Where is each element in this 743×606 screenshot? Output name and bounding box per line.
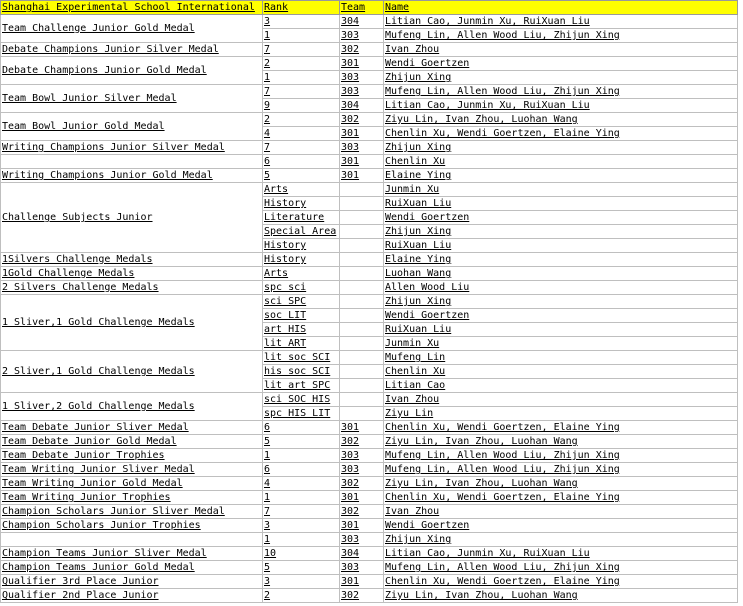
rank-cell[interactable]: 1 bbox=[263, 533, 340, 547]
rank-cell[interactable]: 2 bbox=[263, 589, 340, 603]
award-category-cell[interactable]: Champion Teams Junior Gold Medal bbox=[1, 561, 263, 575]
team-cell[interactable]: 302 bbox=[340, 505, 384, 519]
award-category-cell[interactable]: Champion Scholars Junior Sliver Medal bbox=[1, 505, 263, 519]
team-cell[interactable]: 302 bbox=[340, 113, 384, 127]
team-cell[interactable]: 302 bbox=[340, 589, 384, 603]
award-category-cell[interactable]: Qualifier 3rd Place Junior bbox=[1, 575, 263, 589]
rank-cell[interactable]: 7 bbox=[263, 141, 340, 155]
table-row bbox=[1, 15, 738, 29]
award-category-cell[interactable]: 2 Sliver,1 Gold Challenge Medals bbox=[1, 351, 263, 393]
award-category-cell[interactable]: Challenge Subjects Junior bbox=[1, 183, 263, 253]
name-cell[interactable]: Ivan Zhou bbox=[384, 505, 738, 519]
table-row bbox=[1, 281, 738, 295]
rank-cell[interactable]: 6 bbox=[263, 421, 340, 435]
table-row bbox=[1, 113, 738, 127]
table-row bbox=[1, 351, 738, 365]
team-cell[interactable] bbox=[340, 337, 384, 351]
team-cell[interactable] bbox=[340, 351, 384, 365]
table-row bbox=[1, 477, 738, 491]
team-cell[interactable] bbox=[340, 407, 384, 421]
header-rank[interactable]: Rank bbox=[263, 1, 340, 15]
rank-cell[interactable]: his soc SCI bbox=[263, 365, 340, 379]
table-row bbox=[1, 393, 738, 407]
rank-cell[interactable]: Arts bbox=[263, 267, 340, 281]
name-cell[interactable]: Allen Wood Liu bbox=[384, 281, 738, 295]
team-cell[interactable]: 302 bbox=[340, 435, 384, 449]
team-cell[interactable]: 303 bbox=[340, 449, 384, 463]
name-cell[interactable]: Litian Cao, Junmin Xu, RuiXuan Liu bbox=[384, 15, 738, 29]
rank-cell[interactable]: 1 bbox=[263, 491, 340, 505]
name-cell[interactable]: Junmin Xu bbox=[384, 183, 738, 197]
name-cell[interactable]: Luohan Wang bbox=[384, 267, 738, 281]
name-cell[interactable]: Mufeng Lin, Allen Wood Liu, Zhijun Xing bbox=[384, 449, 738, 463]
rank-cell[interactable]: 10 bbox=[263, 547, 340, 561]
team-cell[interactable]: 303 bbox=[340, 71, 384, 85]
name-cell[interactable]: Ziyu Lin, Ivan Zhou, Luohan Wang bbox=[384, 477, 738, 491]
rank-cell[interactable]: 1 bbox=[263, 71, 340, 85]
rank-cell[interactable]: lit soc SCI bbox=[263, 351, 340, 365]
rank-cell[interactable]: 7 bbox=[263, 43, 340, 57]
team-cell[interactable]: 301 bbox=[340, 127, 384, 141]
name-cell[interactable]: Chenlin Xu, Wendi Goertzen, Elaine Ying bbox=[384, 421, 738, 435]
table-row bbox=[1, 155, 738, 169]
table-row bbox=[1, 533, 738, 547]
name-cell[interactable]: Mufeng Lin, Allen Wood Liu, Zhijun Xing bbox=[384, 463, 738, 477]
team-cell[interactable] bbox=[340, 183, 384, 197]
team-cell[interactable] bbox=[340, 239, 384, 253]
rank-cell[interactable]: 7 bbox=[263, 505, 340, 519]
team-cell[interactable]: 304 bbox=[340, 15, 384, 29]
award-category-cell[interactable]: Team Bowl Junior Gold Medal bbox=[1, 113, 263, 141]
name-cell[interactable]: Wendi Goertzen bbox=[384, 309, 738, 323]
rank-cell[interactable]: History bbox=[263, 239, 340, 253]
table-row bbox=[1, 141, 738, 155]
team-cell[interactable]: 303 bbox=[340, 533, 384, 547]
award-category-cell[interactable]: Team Debate Junior Sliver Medal bbox=[1, 421, 263, 435]
name-cell[interactable]: Wendi Goertzen bbox=[384, 57, 738, 71]
rank-cell[interactable]: 6 bbox=[263, 155, 340, 169]
name-cell[interactable]: Ziyu Lin bbox=[384, 407, 738, 421]
team-cell[interactable] bbox=[340, 225, 384, 239]
table-row bbox=[1, 435, 738, 449]
rank-cell[interactable]: 1 bbox=[263, 29, 340, 43]
rank-cell[interactable]: History bbox=[263, 197, 340, 211]
award-category-cell[interactable]: 2 Silvers Challenge Medals bbox=[1, 281, 263, 295]
team-cell[interactable] bbox=[340, 267, 384, 281]
name-cell[interactable]: Ziyu Lin, Ivan Zhou, Luohan Wang bbox=[384, 435, 738, 449]
table-row bbox=[1, 183, 738, 197]
name-cell[interactable]: Chenlin Xu, Wendi Goertzen, Elaine Ying bbox=[384, 127, 738, 141]
award-category-cell[interactable]: Team Writing Junior Gold Medal bbox=[1, 477, 263, 491]
rank-cell[interactable]: Special Area bbox=[263, 225, 340, 239]
award-category-cell[interactable]: Team Bowl Junior Silver Medal bbox=[1, 85, 263, 113]
rank-cell[interactable]: 3 bbox=[263, 575, 340, 589]
team-cell[interactable] bbox=[340, 393, 384, 407]
team-cell[interactable]: 303 bbox=[340, 85, 384, 99]
name-cell[interactable]: RuiXuan Liu bbox=[384, 323, 738, 337]
name-cell[interactable]: Zhijun Xing bbox=[384, 141, 738, 155]
name-cell[interactable]: Wendi Goertzen bbox=[384, 211, 738, 225]
name-cell[interactable]: Mufeng Lin, Allen Wood Liu, Zhijun Xing bbox=[384, 561, 738, 575]
team-cell[interactable] bbox=[340, 323, 384, 337]
name-cell[interactable]: Chenlin Xu, Wendi Goertzen, Elaine Ying bbox=[384, 575, 738, 589]
header-school[interactable]: Shanghai Experimental School International bbox=[1, 1, 263, 15]
rank-cell[interactable]: sci SPC bbox=[263, 295, 340, 309]
rank-cell[interactable]: 4 bbox=[263, 477, 340, 491]
team-cell[interactable]: 303 bbox=[340, 463, 384, 477]
team-cell[interactable]: 304 bbox=[340, 547, 384, 561]
name-cell[interactable]: Ziyu Lin, Ivan Zhou, Luohan Wang bbox=[384, 113, 738, 127]
team-cell[interactable]: 303 bbox=[340, 29, 384, 43]
name-cell[interactable]: Zhijun Xing bbox=[384, 295, 738, 309]
rank-cell[interactable]: 7 bbox=[263, 85, 340, 99]
team-cell[interactable] bbox=[340, 197, 384, 211]
name-cell[interactable]: Zhijun Xing bbox=[384, 225, 738, 239]
team-cell[interactable] bbox=[340, 211, 384, 225]
name-cell[interactable]: Elaine Ying bbox=[384, 169, 738, 183]
award-category-cell[interactable]: Team Writing Junior Trophies bbox=[1, 491, 263, 505]
award-category-cell[interactable]: Writing Champions Junior Gold Medal bbox=[1, 169, 263, 183]
award-category-cell[interactable]: Debate Champions Junior Gold Medal bbox=[1, 57, 263, 85]
team-cell[interactable]: 302 bbox=[340, 477, 384, 491]
rank-cell[interactable]: lit art SPC bbox=[263, 379, 340, 393]
header-team[interactable]: Team bbox=[340, 1, 384, 15]
table-row bbox=[1, 57, 738, 71]
name-cell[interactable]: Litian Cao, Junmin Xu, RuiXuan Liu bbox=[384, 547, 738, 561]
award-category-cell[interactable]: Champion Scholars Junior Trophies bbox=[1, 519, 263, 533]
award-category-cell[interactable]: Writing Champions Junior Silver Medal bbox=[1, 141, 263, 155]
name-cell[interactable]: Litian Cao bbox=[384, 379, 738, 393]
rank-cell[interactable]: sci SOC HIS bbox=[263, 393, 340, 407]
rank-cell[interactable]: 9 bbox=[263, 99, 340, 113]
rank-cell[interactable]: 1 bbox=[263, 449, 340, 463]
award-category-cell[interactable]: 1Gold Challenge Medals bbox=[1, 267, 263, 281]
team-cell[interactable]: 301 bbox=[340, 421, 384, 435]
rank-cell[interactable]: art HIS bbox=[263, 323, 340, 337]
name-cell[interactable]: RuiXuan Liu bbox=[384, 239, 738, 253]
table-row bbox=[1, 85, 738, 99]
rank-cell[interactable]: Arts bbox=[263, 183, 340, 197]
rank-cell[interactable]: 3 bbox=[263, 519, 340, 533]
table-row bbox=[1, 449, 738, 463]
table-row bbox=[1, 295, 738, 309]
rank-cell[interactable]: Literature bbox=[263, 211, 340, 225]
team-cell[interactable]: 301 bbox=[340, 155, 384, 169]
name-cell[interactable]: Zhijun Xing bbox=[384, 533, 738, 547]
team-cell[interactable] bbox=[340, 379, 384, 393]
team-cell[interactable] bbox=[340, 281, 384, 295]
award-category-cell[interactable]: 1Silvers Challenge Medals bbox=[1, 253, 263, 267]
awards-table-body bbox=[1, 15, 738, 603]
award-category-cell[interactable]: Team Debate Junior Gold Medal bbox=[1, 435, 263, 449]
name-cell[interactable]: Mufeng Lin, Allen Wood Liu, Zhijun Xing bbox=[384, 85, 738, 99]
award-category-cell[interactable] bbox=[1, 155, 263, 169]
team-cell[interactable] bbox=[340, 309, 384, 323]
table-row bbox=[1, 547, 738, 561]
name-cell[interactable]: Ivan Zhou bbox=[384, 43, 738, 57]
team-cell[interactable]: 301 bbox=[340, 575, 384, 589]
name-cell[interactable]: Mufeng Lin, Allen Wood Liu, Zhijun Xing bbox=[384, 29, 738, 43]
rank-cell[interactable]: 6 bbox=[263, 463, 340, 477]
name-cell[interactable]: Ziyu Lin, Ivan Zhou, Luohan Wang bbox=[384, 589, 738, 603]
award-category-cell[interactable]: Champion Teams Junior Sliver Medal bbox=[1, 547, 263, 561]
name-cell[interactable]: Chenlin Xu bbox=[384, 155, 738, 169]
award-category-cell[interactable]: Team Writing Junior Sliver Medal bbox=[1, 463, 263, 477]
table-row bbox=[1, 253, 738, 267]
table-row bbox=[1, 463, 738, 477]
rank-cell[interactable]: 5 bbox=[263, 561, 340, 575]
award-category-cell[interactable]: 1 Sliver,2 Gold Challenge Medals bbox=[1, 393, 263, 421]
team-cell[interactable]: 301 bbox=[340, 491, 384, 505]
award-category-cell[interactable]: 1 Sliver,1 Gold Challenge Medals bbox=[1, 295, 263, 351]
rank-cell[interactable]: 2 bbox=[263, 113, 340, 127]
team-cell[interactable]: 303 bbox=[340, 141, 384, 155]
rank-cell[interactable]: spc sci bbox=[263, 281, 340, 295]
rank-cell[interactable]: lit ART bbox=[263, 337, 340, 351]
name-cell[interactable]: Elaine Ying bbox=[384, 253, 738, 267]
name-cell[interactable]: Chenlin Xu bbox=[384, 365, 738, 379]
rank-cell[interactable]: History bbox=[263, 253, 340, 267]
name-cell[interactable]: Zhijun Xing bbox=[384, 71, 738, 85]
table-row bbox=[1, 561, 738, 575]
team-cell[interactable]: 301 bbox=[340, 519, 384, 533]
table-row bbox=[1, 575, 738, 589]
name-cell[interactable]: Ivan Zhou bbox=[384, 393, 738, 407]
award-category-cell[interactable]: Debate Champions Junior Silver Medal bbox=[1, 43, 263, 57]
header-name[interactable]: Name bbox=[384, 1, 738, 15]
table-row bbox=[1, 267, 738, 281]
header-row bbox=[1, 1, 738, 15]
rank-cell[interactable]: 3 bbox=[263, 15, 340, 29]
rank-cell[interactable]: 5 bbox=[263, 435, 340, 449]
table-row bbox=[1, 519, 738, 533]
name-cell[interactable]: Litian Cao, Junmin Xu, RuiXuan Liu bbox=[384, 99, 738, 113]
rank-cell[interactable]: spc HIS LIT bbox=[263, 407, 340, 421]
table-row bbox=[1, 421, 738, 435]
rank-cell[interactable]: 2 bbox=[263, 57, 340, 71]
table-row bbox=[1, 589, 738, 603]
rank-cell[interactable]: soc LIT bbox=[263, 309, 340, 323]
team-cell[interactable] bbox=[340, 365, 384, 379]
table-row bbox=[1, 169, 738, 183]
award-category-cell[interactable] bbox=[1, 533, 263, 547]
rank-cell[interactable]: 5 bbox=[263, 169, 340, 183]
award-category-cell[interactable]: Team Debate Junior Trophies bbox=[1, 449, 263, 463]
team-cell[interactable]: 302 bbox=[340, 43, 384, 57]
name-cell[interactable]: Wendi Goertzen bbox=[384, 519, 738, 533]
table-row bbox=[1, 491, 738, 505]
rank-cell[interactable]: 4 bbox=[263, 127, 340, 141]
name-cell[interactable]: RuiXuan Liu bbox=[384, 197, 738, 211]
team-cell[interactable]: 301 bbox=[340, 169, 384, 183]
award-category-cell[interactable]: Qualifier 2nd Place Junior bbox=[1, 589, 263, 603]
team-cell[interactable]: 303 bbox=[340, 561, 384, 575]
team-cell[interactable]: 304 bbox=[340, 99, 384, 113]
name-cell[interactable]: Junmin Xu bbox=[384, 337, 738, 351]
table-row bbox=[1, 43, 738, 57]
award-category-cell[interactable]: Team Challenge Junior Gold Medal bbox=[1, 15, 263, 43]
name-cell[interactable]: Chenlin Xu, Wendi Goertzen, Elaine Ying bbox=[384, 491, 738, 505]
team-cell[interactable] bbox=[340, 253, 384, 267]
table-row bbox=[1, 505, 738, 519]
team-cell[interactable] bbox=[340, 295, 384, 309]
team-cell[interactable]: 301 bbox=[340, 57, 384, 71]
name-cell[interactable]: Mufeng Lin bbox=[384, 351, 738, 365]
